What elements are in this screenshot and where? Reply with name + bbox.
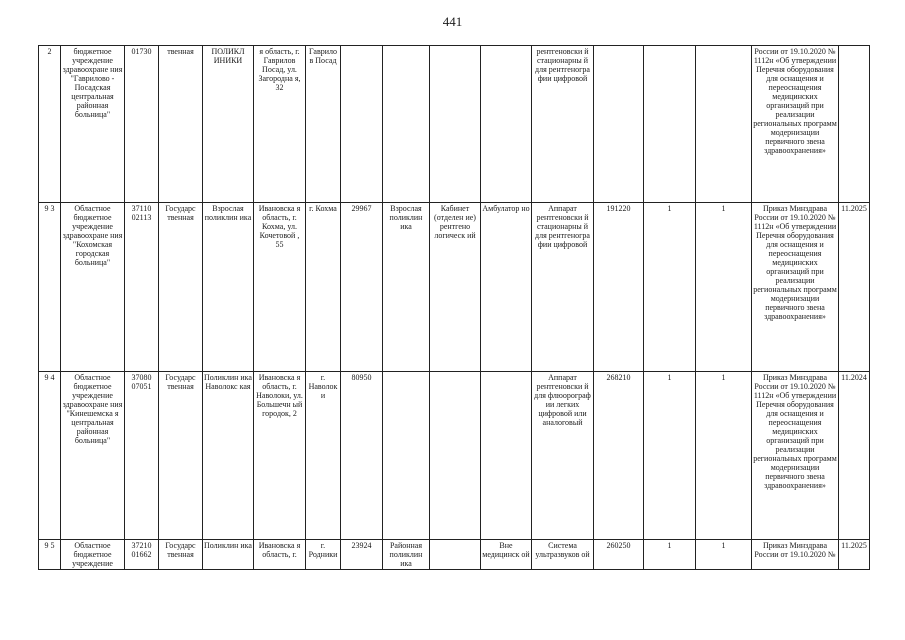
table-cell (430, 540, 481, 570)
table-cell: ПОЛИКЛ ИНИКИ (203, 46, 254, 203)
table-cell: Поликлин ика (203, 540, 254, 570)
table-cell: Ивановска я область, г. (254, 540, 306, 570)
table-cell: г. Родники (306, 540, 341, 570)
table-cell: г. Кохма (306, 203, 341, 372)
table-row (39, 372, 870, 540)
equipment-table (38, 45, 870, 570)
table-cell: Ивановска я область, г. Кохма, ул. Кочетовой , 55 (254, 203, 306, 372)
table-cell: Приказ Минздрава России от 19.10.2020 № (752, 540, 839, 570)
table-cell (383, 46, 430, 203)
table-cell: 29967 (341, 203, 383, 372)
table-cell: 260250 (594, 540, 644, 570)
table-cell: 1 (696, 540, 752, 570)
table-body (39, 46, 870, 570)
table-cell (430, 46, 481, 203)
table-cell: 01730 (125, 46, 159, 203)
table-cell (594, 46, 644, 203)
table-cell: 9 4 (39, 372, 61, 540)
table-row (39, 203, 870, 372)
table-cell: 37080 07051 (125, 372, 159, 540)
table-cell: Поликлин ика Наволокс кая (203, 372, 254, 540)
table-cell: 9 3 (39, 203, 61, 372)
table-cell: 1 (644, 540, 696, 570)
table-cell: Амбулатор но (481, 203, 532, 372)
table-cell: 9 5 (39, 540, 61, 570)
table-cell: бюджетное учреждение здравоохране ния "Гаврилово - Посадская центральная районная больница" (61, 46, 125, 203)
table-cell (696, 46, 752, 203)
table-cell: 2 (39, 46, 61, 203)
table-cell: Взрослая поликлин ика (383, 203, 430, 372)
table-row (39, 540, 870, 570)
table-cell (644, 46, 696, 203)
table-cell: Кабинет (отделен ие) рентгено логическ ий (430, 203, 481, 372)
table-cell: я область, г. Гаврилов Посад, ул. Загородна я, 32 (254, 46, 306, 203)
table-cell: 11.2024 (839, 372, 870, 540)
table-cell (481, 372, 532, 540)
table-cell: 1 (696, 372, 752, 540)
table-cell: Гаврило в Посад (306, 46, 341, 203)
table-cell: Районная поликлин ика (383, 540, 430, 570)
table-cell (383, 372, 430, 540)
table-cell: Вне медицинск ой (481, 540, 532, 570)
table-cell: Приказ Минздрава России от 19.10.2020 № 1112н «Об утверждении Перечня оборудования для оснащения и переоснащения медицинских организаций при реализации региональных программ модернизации первичного звена здравоохранения» (752, 203, 839, 372)
table-cell: Ивановска я область, г. Наволоки, ул. Большечн ый городок, 2 (254, 372, 306, 540)
table-cell: 37210 01662 (125, 540, 159, 570)
table-cell: Областное бюджетное учреждение здравоохране ния "Кохомская городская больница" (61, 203, 125, 372)
table-cell: Государс твенная (159, 372, 203, 540)
table-cell (430, 372, 481, 540)
table-row (39, 46, 870, 203)
table-cell: твенная (159, 46, 203, 203)
table-cell (839, 46, 870, 203)
table-cell: 11.2025 (839, 540, 870, 570)
page-number: 441 (442, 14, 463, 29)
table-cell: 191220 (594, 203, 644, 372)
table-cell: 1 (644, 372, 696, 540)
table-cell (481, 46, 532, 203)
table-cell: 1 (696, 203, 752, 372)
table-cell: 23924 (341, 540, 383, 570)
table-cell: 268210 (594, 372, 644, 540)
table-cell: 80950 (341, 372, 383, 540)
table-cell: Взрослая поликлин ика (203, 203, 254, 372)
table-cell: Система ультразвуков ой (532, 540, 594, 570)
table-cell: Аппарат рентгеновски й стационарны й для рентгеногра фии цифровой (532, 203, 594, 372)
table-cell: г. Наволок и (306, 372, 341, 540)
table-cell: Областное бюджетное учреждение здравоохране ния "Кинешемска я центральная районная больница" (61, 372, 125, 540)
table-cell: России от 19.10.2020 № 1112н «Об утверждении Перечня оборудования для оснащения и переоснащения медицинских организаций при реализации региональных программ модернизации первичного звена здравоохранения» (752, 46, 839, 203)
table-cell: Областное бюджетное учреждение (61, 540, 125, 570)
table-cell (341, 46, 383, 203)
table-cell: Аппарат рентгеновски й для флюорограф ии легких цифровой или аналоговый (532, 372, 594, 540)
table-cell: рентгеновски й стационарны й для рентгеногра фии цифровой (532, 46, 594, 203)
table-cell: Приказ Минздрава России от 19.10.2020 № 1112н «Об утверждении Перечня оборудования для оснащения и переоснащения медицинских организаций при реализации региональных программ модернизации первичного звена здравоохранения» (752, 372, 839, 540)
table-cell: 1 (644, 203, 696, 372)
table-cell: Государс твенная (159, 540, 203, 570)
table-cell: 11.2025 (839, 203, 870, 372)
table-cell: 37110 02113 (125, 203, 159, 372)
table-cell: Государс твенная (159, 203, 203, 372)
